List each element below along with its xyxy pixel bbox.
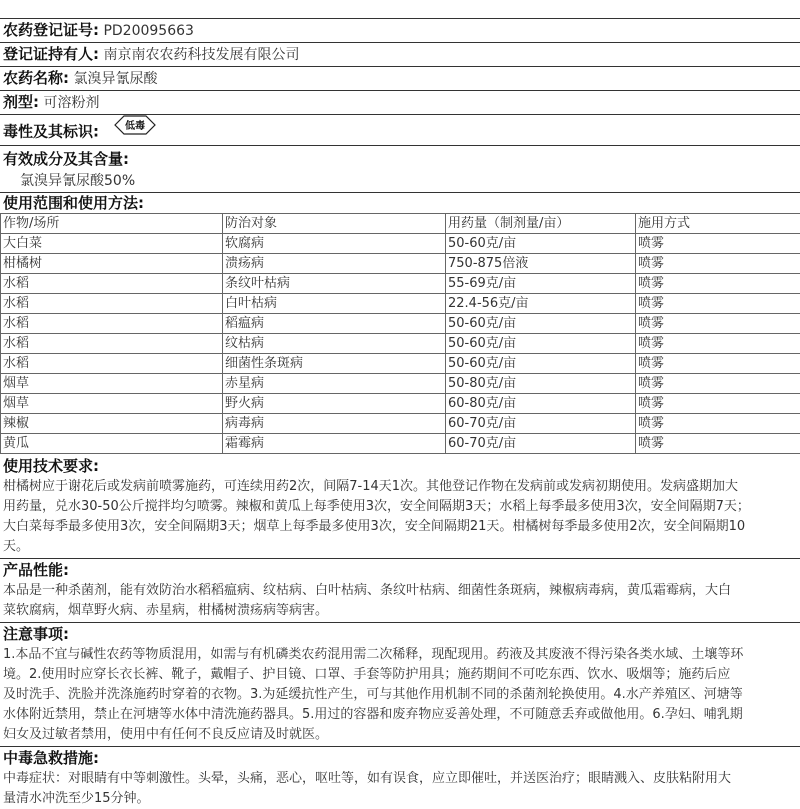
- table-cell: 霜霉病: [223, 434, 446, 454]
- tech-paragraph: [0, 477, 800, 557]
- table-cell: 喷雾: [636, 374, 800, 394]
- table-cell: 烟草: [1, 374, 223, 394]
- table-cell: 喷雾: [636, 434, 800, 454]
- ingredient-value: 氯溴异氰尿酸50%: [0, 170, 800, 192]
- table-row: [1, 374, 800, 394]
- paragraph-line: 大白菜每季最多使用3次，安全间隔期3天；烟草上每季最多使用3次，安全间隔期21天。柑橘树每季最多使用2次，安全间隔期10: [3, 517, 797, 537]
- reg-number-row: [0, 19, 800, 42]
- table-cell: 喷雾: [636, 294, 800, 314]
- table-row: [1, 434, 800, 454]
- paragraph-line: 1.本品不宜与碱性农药等物质混用，如需与有机磷类农药混用需二次稀释，现配现用。药液及其废液不得污染各类水域、土壤等环: [3, 645, 797, 665]
- badge-text: 低毒: [125, 119, 145, 132]
- table-cell: 软腐病: [223, 234, 446, 254]
- table-cell: 50-80克/亩: [446, 374, 636, 394]
- notes-paragraph: [0, 645, 800, 745]
- low-toxicity-badge: [113, 113, 157, 148]
- table-cell: 50-60克/亩: [446, 334, 636, 354]
- table-row: [1, 234, 800, 254]
- table-cell: 稻瘟病: [223, 314, 446, 334]
- tech-heading: 使用技术要求:: [0, 455, 800, 477]
- table-row: [1, 334, 800, 354]
- formulation-row: [0, 91, 800, 114]
- table-cell: 水稻: [1, 294, 223, 314]
- paragraph-line: 量清水冲洗至少15分钟。: [3, 789, 797, 809]
- table-cell: 柑橘树: [1, 254, 223, 274]
- firstaid-paragraph: [0, 769, 800, 809]
- usage-heading: 使用范围和使用方法:: [0, 193, 800, 213]
- notes-heading: 注意事项:: [0, 623, 800, 645]
- table-cell: 喷雾: [636, 234, 800, 254]
- table-cell: 大白菜: [1, 234, 223, 254]
- table-cell: 白叶枯病: [223, 294, 446, 314]
- ingredient-heading: 有效成分及其含量:: [0, 148, 800, 170]
- paragraph-line: 水体附近禁用，禁止在河塘等水体中清洗施药器具。5.用过的容器和废弃物应妥善处理，不可随意丢弃或做他用。6.孕妇、哺乳期: [3, 705, 797, 725]
- table-cell: 水稻: [1, 274, 223, 294]
- reg-number-label: 农药登记证号:: [3, 21, 99, 39]
- paragraph-line: 柑橘树应于谢花后或发病前喷雾施药，可连续用药2次，间隔7-14天1次。其他登记作物在发病前或发病初期使用。发病盛期加大: [3, 477, 797, 497]
- table-header-cell: 防治对象: [223, 214, 446, 234]
- table-row: [1, 354, 800, 374]
- table-row: [1, 414, 800, 434]
- table-cell: 病毒病: [223, 414, 446, 434]
- table-cell: 喷雾: [636, 274, 800, 294]
- table-row: [1, 274, 800, 294]
- table-cell: 赤星病: [223, 374, 446, 394]
- table-cell: 水稻: [1, 334, 223, 354]
- paragraph-line: 用药量，兑水30-50公斤搅拌均匀喷雾。辣椒和黄瓜上每季使用3次，安全间隔期3天；水稻上每季最多使用3次，安全间隔期7天；: [3, 497, 797, 517]
- pesticide-label-document: [0, 18, 800, 809]
- table-cell: 50-60克/亩: [446, 314, 636, 334]
- table-cell: 辣椒: [1, 414, 223, 434]
- table-cell: 烟草: [1, 394, 223, 414]
- usage-table: [0, 213, 800, 454]
- table-cell: 喷雾: [636, 394, 800, 414]
- table-cell: 喷雾: [636, 354, 800, 374]
- diamond-icon: [113, 113, 157, 137]
- reg-number-value: PD20095663: [103, 23, 193, 39]
- performance-paragraph: [0, 581, 800, 621]
- table-cell: 黄瓜: [1, 434, 223, 454]
- table-cell: 60-70克/亩: [446, 434, 636, 454]
- table-cell: 细菌性条斑病: [223, 354, 446, 374]
- table-cell: 750-875倍液: [446, 254, 636, 274]
- paragraph-line: 中毒症状：对眼睛有中等刺激性。头晕，头痛，恶心，呕吐等，如有误食，应立即催吐，并送医治疗；眼睛溅入、皮肤粘附用大: [3, 769, 797, 789]
- paragraph-line: 妇女及过敏者禁用，使用中有任何不良反应请及时就医。: [3, 725, 797, 745]
- name-row: [0, 67, 800, 90]
- holder-row: [0, 43, 800, 66]
- table-cell: 条纹叶枯病: [223, 274, 446, 294]
- firstaid-heading: 中毒急救措施:: [0, 747, 800, 769]
- paragraph-line: 菜软腐病，烟草野火病、赤星病，柑橘树溃疡病等病害。: [3, 601, 797, 621]
- table-cell: 喷雾: [636, 254, 800, 274]
- holder-value: 南京南农农药科技发展有限公司: [103, 47, 299, 63]
- formulation-value: 可溶粉剂: [43, 95, 99, 111]
- table-header-cell: 用药量（制剂量/亩）: [446, 214, 636, 234]
- table-row: [1, 294, 800, 314]
- table-cell: 55-69克/亩: [446, 274, 636, 294]
- table-header-cell: 作物/场所: [1, 214, 223, 234]
- table-cell: 纹枯病: [223, 334, 446, 354]
- table-row: [1, 314, 800, 334]
- performance-heading: 产品性能:: [0, 559, 800, 581]
- table-cell: 22.4-56克/亩: [446, 294, 636, 314]
- toxicity-row: [0, 115, 800, 145]
- table-cell: 60-80克/亩: [446, 394, 636, 414]
- holder-label: 登记证持有人:: [3, 45, 99, 63]
- table-cell: 喷雾: [636, 414, 800, 434]
- paragraph-line: 天。: [3, 537, 797, 557]
- name-label: 农药名称:: [3, 69, 69, 87]
- name-value: 氯溴异氰尿酸: [73, 71, 157, 87]
- formulation-label: 剂型:: [3, 93, 39, 111]
- table-header-cell: 施用方式: [636, 214, 800, 234]
- paragraph-line: 及时洗手、洗脸并洗涤施药时穿着的衣物。3.为延缓抗性产生，可与其他作用机制不同的杀菌剂轮换使用。4.水产养殖区、河塘等: [3, 685, 797, 705]
- paragraph-line: 境。2.使用时应穿长衣长裤、靴子，戴帽子、护目镜、口罩、手套等防护用具；施药期间不可吃东西、饮水、吸烟等；施药后应: [3, 665, 797, 685]
- table-cell: 水稻: [1, 314, 223, 334]
- table-cell: 溃疡病: [223, 254, 446, 274]
- table-row: [1, 394, 800, 414]
- table-cell: 喷雾: [636, 334, 800, 354]
- table-header-row: [1, 214, 800, 234]
- table-cell: 水稻: [1, 354, 223, 374]
- table-cell: 喷雾: [636, 314, 800, 334]
- table-cell: 50-60克/亩: [446, 234, 636, 254]
- paragraph-line: 本品是一种杀菌剂，能有效防治水稻稻瘟病、纹枯病、白叶枯病、条纹叶枯病、细菌性条斑病，辣椒病毒病，黄瓜霜霉病，大白: [3, 581, 797, 601]
- table-cell: 野火病: [223, 394, 446, 414]
- toxicity-label: 毒性及其标识:: [3, 123, 99, 141]
- table-cell: 50-60克/亩: [446, 354, 636, 374]
- table-row: [1, 254, 800, 274]
- table-cell: 60-70克/亩: [446, 414, 636, 434]
